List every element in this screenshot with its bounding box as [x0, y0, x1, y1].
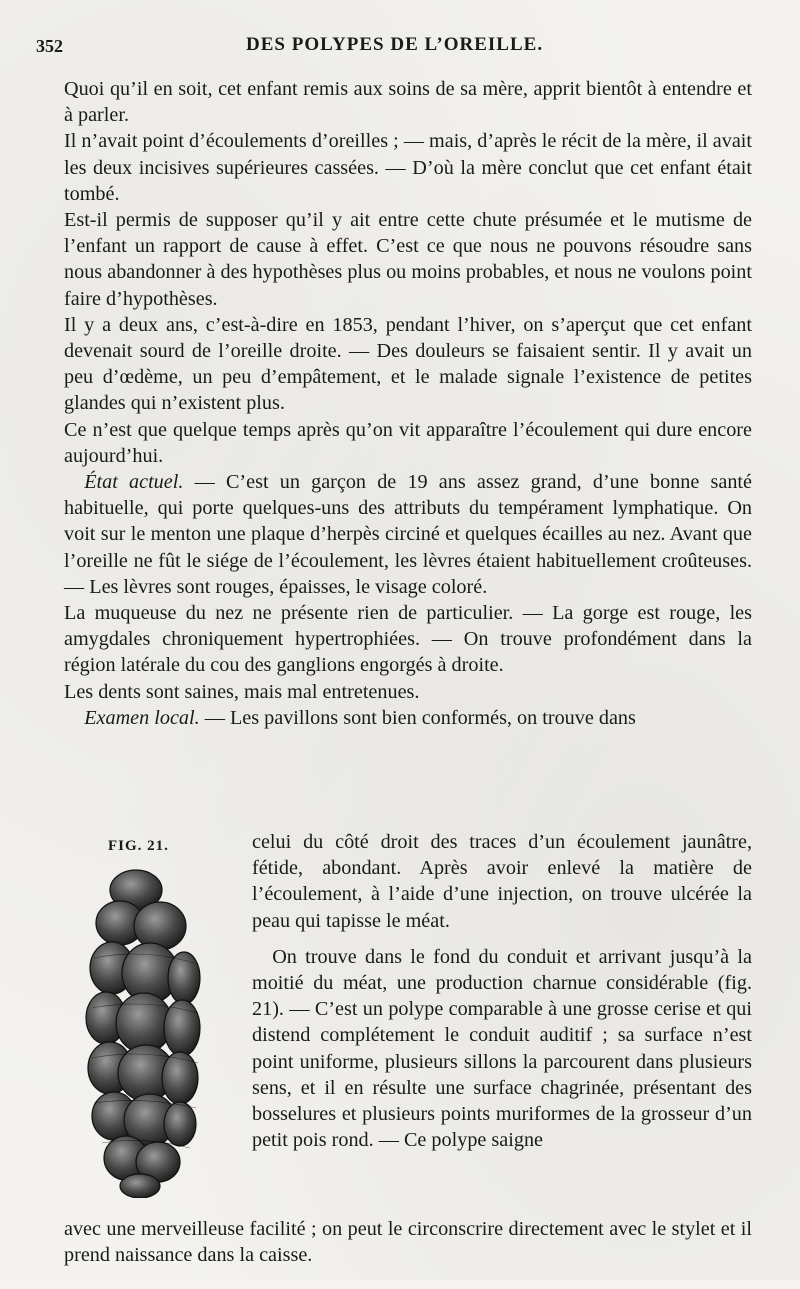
paragraph-10: On trouve dans le fond du conduit et arrivant jusqu’à la moitié du méat, une production charnue considérable (fig. 21). — C’est un polype comparable à une grosse cerise et qui distend complétement le conduit auditif ; sa surface n’est point uniforme, plusieurs sillons la parcourent dans plusieurs sens, et il en résulte une surface chagrinée, présentant des bosselures et plusieurs points muriformes de la grosseur d’un petit pois rond. — Ce polype saigne: [252, 945, 752, 1152]
running-head: DES POLYPES DE L’OREILLE.: [246, 34, 544, 55]
wrapped-column: [252, 829, 752, 1153]
page-header: [36, 34, 760, 60]
paragraph-3: Est-il permis de supposer qu’il y ait entre cette chute présumée et le mutisme de l’enfant un rapport de cause à effet. C’est ce que nous ne pouvons résoudre sans nous abandonner à des hypothèses plus ou moins probables, et nous ne voulons point faire d’hypothèses.: [64, 209, 752, 310]
closing-text: [64, 1196, 752, 1289]
paragraph-1: Quoi qu’il en soit, cet enfant remis aux soins de sa mère, apprit bientôt à entendre et à parler.: [64, 78, 752, 127]
paragraph-7: La muqueuse du nez ne présente rien de particulier. — La gorge est rouge, les amygdales chroniquement hypertrophiées. — On trouve profondément dans la région latérale du cou des ganglions engorgés à droite.: [64, 602, 752, 677]
paragraph-5: Ce n’est que quelque temps après qu’on vit apparaître l’écoulement qui dure encore aujourd’hui.: [64, 418, 752, 467]
section-lead-etat-actuel: État actuel.: [84, 471, 184, 494]
main-text: [64, 76, 752, 731]
paragraph-10-end: avec une merveilleuse facilité ; on peut le circonscrire directement avec le stylet et il prend naissance dans la caisse.: [64, 1218, 752, 1267]
page-number: 352: [36, 36, 63, 56]
paragraph-4: Il y a deux ans, c’est-à-dire en 1853, pendant l’hiver, on s’aperçut que cet enfant devenait sourd de l’oreille droite. — Des douleurs se faisaient sentir. Il y avait un peu d’œdème, un peu d’empâtement, et le malade signale l’existence de petites glandes qui n’existent plus.: [64, 313, 752, 415]
paragraph-2: Il n’avait point d’écoulements d’oreilles ; — mais, d’après le récit de la mère, il avait les deux incisives supérieures cassées. — D’où la mère conclut que cet enfant était tombé.: [64, 130, 752, 205]
paragraph-9-continued: celui du côté droit des traces d’un écoulement jaunâtre, fétide, abondant. Après avoir enlevé la matière de l’écoulement, à l’aide d’une injection, on trouve ulcérée la peau qui tapisse le méat.: [252, 831, 752, 932]
figure-21: [36, 838, 216, 1208]
paragraph-6: État actuel. — C’est un garçon de 19 ans assez grand, d’une bonne santé habituelle, qui porte quelques-uns des attributs du tempérament lymphatique. On voit sur le menton une plaque d’herpès circiné et quelques écailles au nez. Avant que l’oreille ne fût le siége de l’écoulement, les lèvres étaient habituellement croûteuses. — Les lèvres sont rouges, épaisses, le visage coloré.: [64, 471, 752, 598]
figure-label: FIG. 21.: [108, 838, 169, 854]
polyp-illustration-icon: [84, 868, 204, 1198]
paragraph-9-first-line: Examen local. — Les pavillons sont bien conformés, on trouve dans: [84, 706, 636, 729]
paragraph-8: Les dents sont saines, mais mal entretenues.: [64, 680, 420, 703]
section-lead-examen-local: Examen local.: [84, 706, 200, 729]
